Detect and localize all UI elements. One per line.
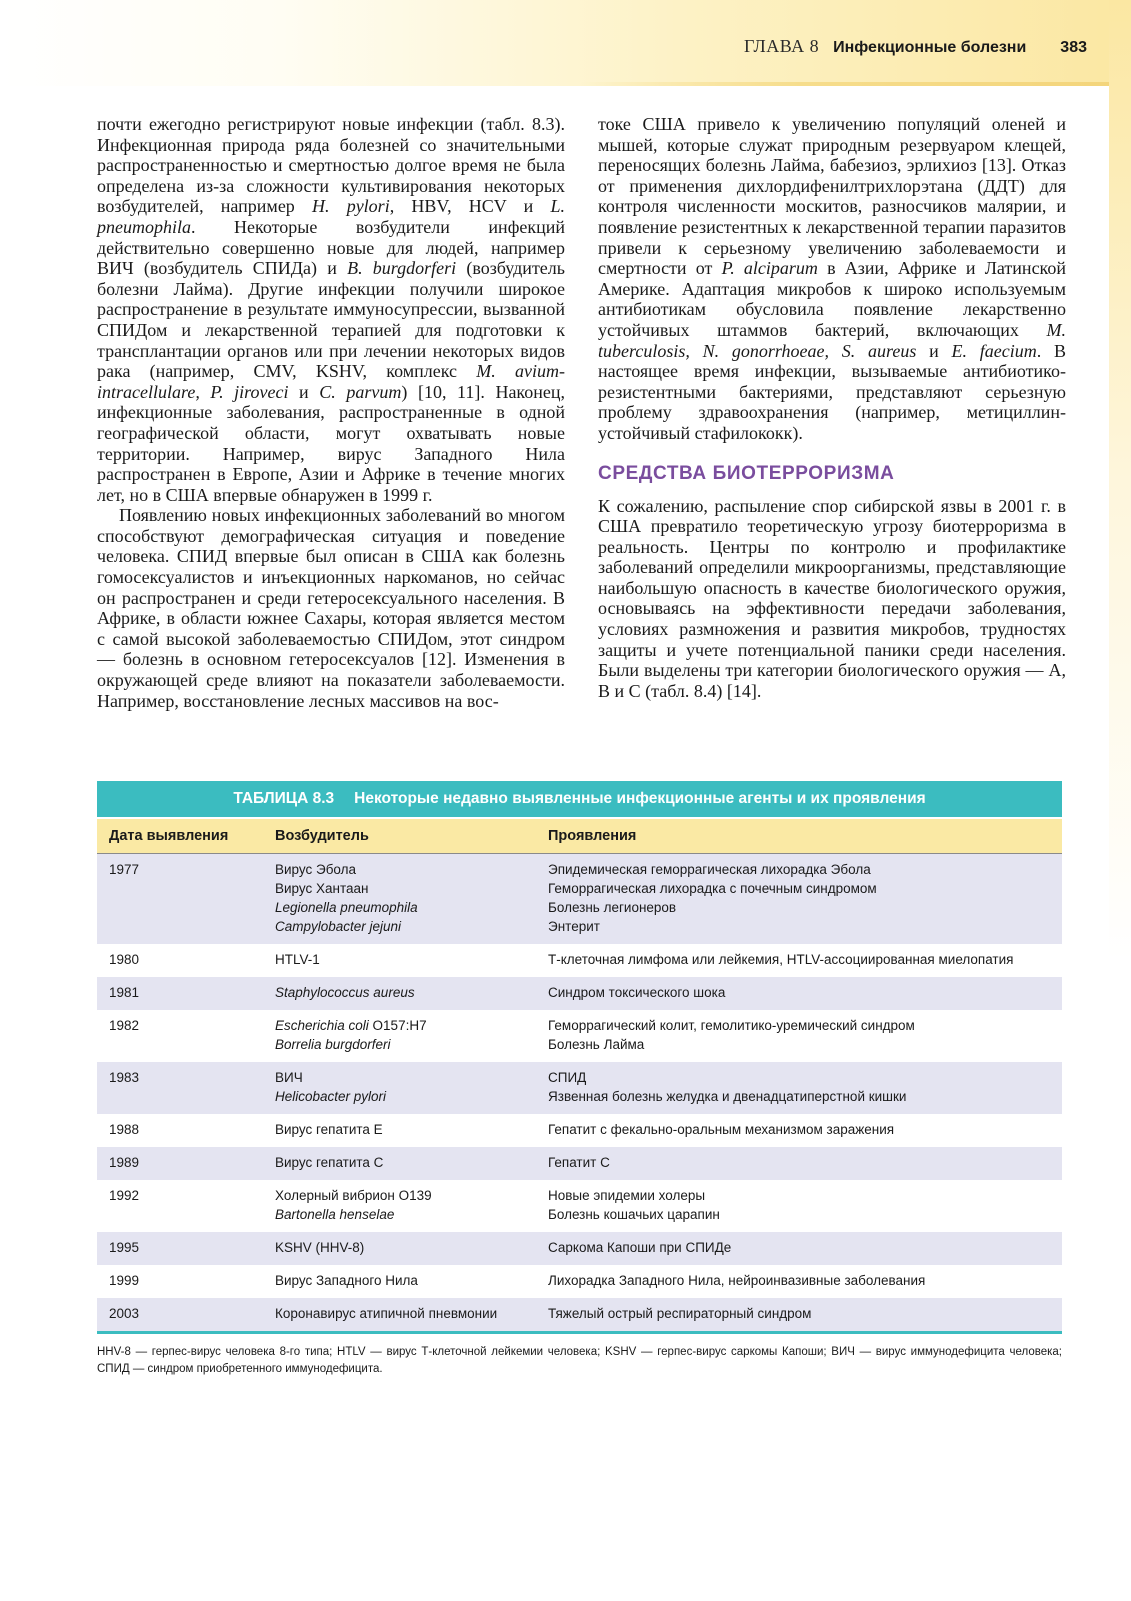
agent-line <box>275 983 548 1002</box>
column-header-agent: Возбудитель <box>275 828 369 844</box>
agent-name-italic: Campylobacter jejuni <box>275 919 402 934</box>
cell-manifestations <box>548 1068 1062 1106</box>
cell-year: 1980 <box>109 952 140 967</box>
cell-manifestations <box>548 1120 1062 1139</box>
text-run: в Азии, Африке и Латинской Америке. Адаптация микробов к широко используемым антибиотикам обусловила появление лекарственно устойчивых штаммов бактерий, включающих <box>598 258 1067 340</box>
manifestation-line: СПИД <box>548 1070 587 1085</box>
paragraph <box>598 114 1066 444</box>
cell-agent <box>275 1304 548 1323</box>
agent-name-italic: Helicobacter pylori <box>275 1089 387 1104</box>
cell-year: 2003 <box>109 1306 140 1321</box>
manifestation-line: Синдром токсического шока <box>548 985 726 1000</box>
manifestation-line: Энтерит <box>548 919 600 934</box>
table-row <box>97 1232 1062 1265</box>
page-edge-strip <box>1109 0 1131 1601</box>
cell-manifestations <box>548 950 1062 969</box>
cell-agent <box>275 950 548 969</box>
table-row <box>97 1010 1062 1062</box>
agent-line <box>275 1068 548 1087</box>
agent-line <box>275 1186 548 1205</box>
table-title-bar <box>97 781 1062 819</box>
cell-year: 1977 <box>109 862 140 877</box>
agent-name: HTLV-1 <box>275 952 320 967</box>
cell-year: 1983 <box>109 1070 140 1085</box>
text-run: и <box>916 340 952 361</box>
table-bottom-rule <box>97 1331 1062 1334</box>
manifestation-line: Новые эпидемии холеры <box>548 1188 706 1203</box>
cell-manifestations <box>548 1153 1062 1172</box>
section-heading: СРЕДСТВА БИОТЕРРОРИЗМА <box>598 462 895 484</box>
table-header-row <box>97 819 1062 854</box>
agent-line <box>275 1120 548 1139</box>
cell-manifestations <box>548 860 1062 936</box>
agent-name-italic: Staphylococcus aureus <box>275 985 415 1000</box>
cell-manifestations <box>548 1016 1062 1054</box>
table-title: Некоторые недавно выявленные инфекционные агенты и их проявления <box>354 790 926 807</box>
agent-line <box>275 1205 548 1224</box>
agent-name-italic: Borrelia burgdorferi <box>275 1037 391 1052</box>
paragraph <box>97 114 565 505</box>
cell-agent <box>275 1238 548 1257</box>
agent-line <box>275 1035 548 1054</box>
table-row <box>97 1298 1062 1331</box>
cell-manifestations <box>548 1186 1062 1224</box>
table-row <box>97 944 1062 977</box>
manifestation-line: Геморрагический колит, гемолитико-уремический синдром <box>548 1018 915 1033</box>
manifestation-line: Тяжелый острый респираторный синдром <box>548 1306 812 1321</box>
paragraph: К сожалению, распыление спор сибирской язвы в 2001 г. в США превратило теоретическую угрозу биотерроризма в реальность. Центры по контролю и профилактике заболеваний определили микроорганизмы, представляющие наибольшую опасность в качестве биологического оружия, основываясь на эффективности передачи заболевания, условиях размножения и развития микробов, трудностях защиты и учете потенциальной паники среди населения. Были выделены три категории биологического оружия — A, B и C (табл. 8.4) [14]. <box>598 495 1066 701</box>
cell-year: 1989 <box>109 1155 140 1170</box>
cell-manifestations <box>548 1304 1062 1323</box>
agent-name-italic: Escherichia coli <box>275 1018 369 1033</box>
running-head <box>744 36 1087 57</box>
table-row <box>97 1265 1062 1298</box>
agent-line <box>275 860 548 879</box>
cell-agent <box>275 1153 548 1172</box>
text-run: и <box>288 381 320 402</box>
cell-agent <box>275 1120 548 1139</box>
agent-line <box>275 1271 548 1290</box>
cell-manifestations <box>548 983 1062 1002</box>
cell-manifestations <box>548 1271 1062 1290</box>
agent-line <box>275 950 548 969</box>
manifestation-line: Эпидемическая геморрагическая лихорадка Эбола <box>548 862 871 877</box>
agent-line <box>275 1016 548 1035</box>
italic-term: M. tuberculosis, N. gonorrhoeae, S. aureus <box>598 319 1066 361</box>
cell-year: 1988 <box>109 1122 140 1137</box>
table-row <box>97 1147 1062 1180</box>
agent-name: KSHV (HHV-8) <box>275 1240 365 1255</box>
agent-name-italic: Bartonella henselae <box>275 1207 395 1222</box>
cell-agent <box>275 1271 548 1290</box>
agent-line <box>275 1238 548 1257</box>
cell-year: 1981 <box>109 985 140 1000</box>
manifestation-line: Лихорадка Западного Нила, нейроинвазивные заболевания <box>548 1273 926 1288</box>
left-column <box>97 114 565 711</box>
agent-name: Вирус Западного Нила <box>275 1273 418 1288</box>
agent-line <box>275 1087 548 1106</box>
text-run: (возбудитель болезни Лайма). Другие инфекции получили широкое распространение в результате иммуносупрессии, вызванной СПИДом и лекарственной терапией для подготовки к трансплантации органов или при лечении некоторых видов рака (например, CMV, KSHV, комплекс <box>97 258 565 382</box>
table-label: ТАБЛИЦА 8.3 <box>233 790 335 807</box>
manifestation-line: Т-клеточная лимфома или лейкемия, HTLV-ассоциированная миелопатия <box>548 952 1014 967</box>
table-row <box>97 1062 1062 1114</box>
agent-name: Холерный вибрион O139 <box>275 1188 432 1203</box>
agent-line <box>275 1304 548 1323</box>
italic-term: L. pneumophila <box>97 196 565 237</box>
agent-line <box>275 879 548 898</box>
text-run: токе США привело к увеличению популяций оленей и мышей, которые служат природным резервуаром клещей, переносящих болезнь Лайма, бабезиоз, эрлихиоз [13]. Отказ от применения дихлордифенилтрихлорэтана (ДДТ) для контроля численности москитов, разносчиков малярии, и появление резистентных к лекарственной терапии паразитов привели к серьезному увеличению заболеваемости и смертности от <box>598 114 1066 279</box>
column-header-date: Дата выявления <box>109 828 229 844</box>
cell-agent <box>275 1186 548 1224</box>
manifestation-line: Геморрагическая лихорадка с почечным синдромом <box>548 881 877 896</box>
cell-agent <box>275 860 548 936</box>
agent-line <box>275 898 548 917</box>
table-footnote: HHV-8 — герпес-вирус человека 8-го типа; HTLV — вирус Т-клеточной лейкемии человека; KSHV — герпес-вирус саркомы Капоши; ВИЧ — вирус иммунодефицита человека; СПИД — синдром приобретенного иммунодефицита. <box>97 1346 1062 1375</box>
agent-name: Вирус Хантаан <box>275 881 369 896</box>
text-run: , HBV, HCV и <box>389 196 551 217</box>
agent-name-italic: Legionella pneumophila <box>275 900 418 915</box>
text-run: . Некоторые возбудители инфекций действительно совершенно новые для людей, например ВИЧ (возбудитель СПИДа) и <box>97 216 565 279</box>
chapter-title: Инфекционные болезни <box>833 39 1027 56</box>
cell-year: 1992 <box>109 1188 140 1203</box>
agent-line <box>275 1153 548 1172</box>
agent-name: Вирус гепатита E <box>275 1122 383 1137</box>
chapter-label: ГЛАВА 8 <box>743 36 820 56</box>
manifestation-line: Болезнь легионеров <box>548 900 677 915</box>
manifestation-line: Саркома Капоши при СПИДе <box>548 1240 732 1255</box>
column-header-manifestations: Проявления <box>548 828 637 844</box>
manifestation-line: Болезнь Лайма <box>548 1037 645 1052</box>
table-row <box>97 977 1062 1010</box>
table-row <box>97 1180 1062 1232</box>
page-number: 383 <box>1060 39 1087 56</box>
manifestation-line: Гепатит с фекально-оральным механизмом заражения <box>548 1122 895 1137</box>
cell-agent <box>275 1016 548 1054</box>
manifestation-line: Болезнь кошачьих царапин <box>548 1207 720 1222</box>
agent-name: ВИЧ <box>275 1070 303 1085</box>
italic-term: B. burgdorferi <box>347 258 457 279</box>
paragraph: Появлению новых инфекционных заболеваний во многом способствуют демографическая ситуация и поведение человека. СПИД впервые был описан в США как болезнь гомосексуалистов и инъекционных наркоманов, но сейчас он распространен и среди гетеросексуального населения. В Африке, в области южнее Сахары, которая является местом с самой высокой заболеваемостью СПИДом, этот синдром — болезнь в основном гетеросексуалов [12]. Изменения в окружающей среде влияют на показатели заболеваемости. Например, восстановление лесных массивов на вос- <box>97 505 565 711</box>
agent-name: Вирус Эбола <box>275 862 357 877</box>
italic-term: H. pylori <box>312 196 390 217</box>
table-8-3 <box>97 781 1062 1378</box>
text-run: ) [10, 11]. Наконец, инфекционные заболевания, распространенные в одной географической области, могут охватывать новые территории. Например, вирус Западного Нила распространен в Европе, Азии и Африке в течение многих лет, но в США впервые обнаружен в 1999 г. <box>97 381 566 505</box>
manifestation-line: Язвенная болезнь желудка и двенадцатиперстной кишки <box>548 1089 907 1104</box>
italic-term: E. faecium <box>951 340 1037 361</box>
cell-manifestations <box>548 1238 1062 1257</box>
cell-agent <box>275 983 548 1002</box>
text-run: почти ежегодно регистрируют новые инфекции (табл. 8.3). Инфекционная природа ряда болезней со значительными распространенностью и смертностью долгое время не была определена из-за сложности культивирования некоторых возбудителей, например <box>97 114 565 217</box>
italic-term: M. avium-intracellulare, P. jirovecі <box>97 361 565 402</box>
text-run: . В настоящее время инфекции, вызываемые антибиотико-резистентными бактериями, представляют серьезную проблему здравоохранения (например, метициллин-устойчивый стафилококк). <box>598 340 1066 443</box>
table-body <box>97 854 1062 1331</box>
agent-name: Коронавирус атипичной пневмонии <box>275 1306 498 1321</box>
header-rule <box>580 82 1131 86</box>
cell-year: 1995 <box>109 1240 140 1255</box>
table-row <box>97 854 1062 944</box>
table-row <box>97 1114 1062 1147</box>
italic-term: P. alciparum <box>721 258 818 279</box>
italic-term: C. parvum <box>319 381 402 402</box>
agent-strain: O157:H7 <box>368 1018 427 1033</box>
agent-name: Вирус гепатита C <box>275 1155 384 1170</box>
manifestation-line: Гепатит C <box>548 1155 610 1170</box>
agent-line <box>275 917 548 936</box>
cell-agent <box>275 1068 548 1106</box>
right-column <box>598 114 1066 701</box>
cell-year: 1999 <box>109 1273 140 1288</box>
cell-year: 1982 <box>109 1018 140 1033</box>
